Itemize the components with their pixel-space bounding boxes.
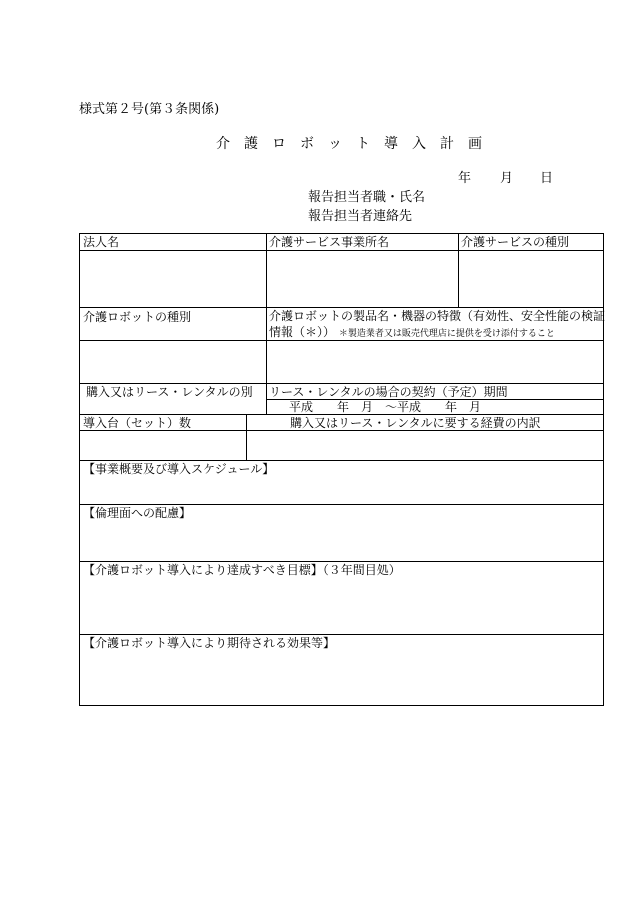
goals-label: 【介護ロボット導入により達成すべき目標】（３年間目処） — [83, 563, 401, 577]
column-divider — [458, 234, 459, 307]
robot-product-label-line2: 情報（＊）） — [269, 325, 336, 339]
lease-contract-period-label: リース・レンタルの場合の契約（予定）期間 — [269, 385, 508, 399]
robot-type-label: 介護ロボットの種別 — [83, 310, 192, 324]
column-divider — [246, 414, 247, 460]
date-day-label: 日 — [540, 171, 554, 186]
date-year-label: 年 — [458, 171, 472, 186]
cost-breakdown-label: 購入又はリース・レンタルに要する経費の内訳 — [290, 416, 541, 430]
reporter-name-label: 報告担当者職・氏名 — [308, 190, 426, 205]
purchase-or-lease-label: 購入又はリース・レンタルの別 — [86, 385, 253, 399]
ethical-consideration-label: 【倫理面への配慮】 — [83, 506, 192, 520]
corporation-name-label: 法人名 — [83, 235, 120, 249]
form-number: 様式第２号(第３条関係) — [79, 102, 220, 117]
column-divider — [266, 234, 267, 307]
period-range-label: 平成 年 月 ～平成 年 月 — [289, 400, 482, 414]
date-month-label: 月 — [500, 171, 514, 186]
service-office-name-label: 介護サービス事業所名 — [269, 235, 390, 249]
service-type-label: 介護サービスの種別 — [461, 235, 570, 249]
units-count-label: 導入台（セット）数 — [83, 416, 192, 430]
plan-table — [79, 233, 604, 706]
row-divider — [80, 250, 603, 251]
robot-product-label-line1: 介護ロボットの製品名・機器の特徴（有効性、安全性能の検証 — [269, 309, 606, 323]
business-overview-label: 【事業概要及び導入スケジュール】 — [83, 462, 275, 476]
reporter-contact-label: 報告担当者連絡先 — [308, 209, 413, 224]
page-title: 介護ロボット導入計画 — [216, 136, 496, 152]
column-divider — [266, 307, 267, 414]
expected-effects-label: 【介護ロボット導入により期待される効果等】 — [83, 636, 336, 650]
robot-product-note: ＊製造業者又は販売代理店に提供を受け添付すること — [338, 329, 555, 339]
